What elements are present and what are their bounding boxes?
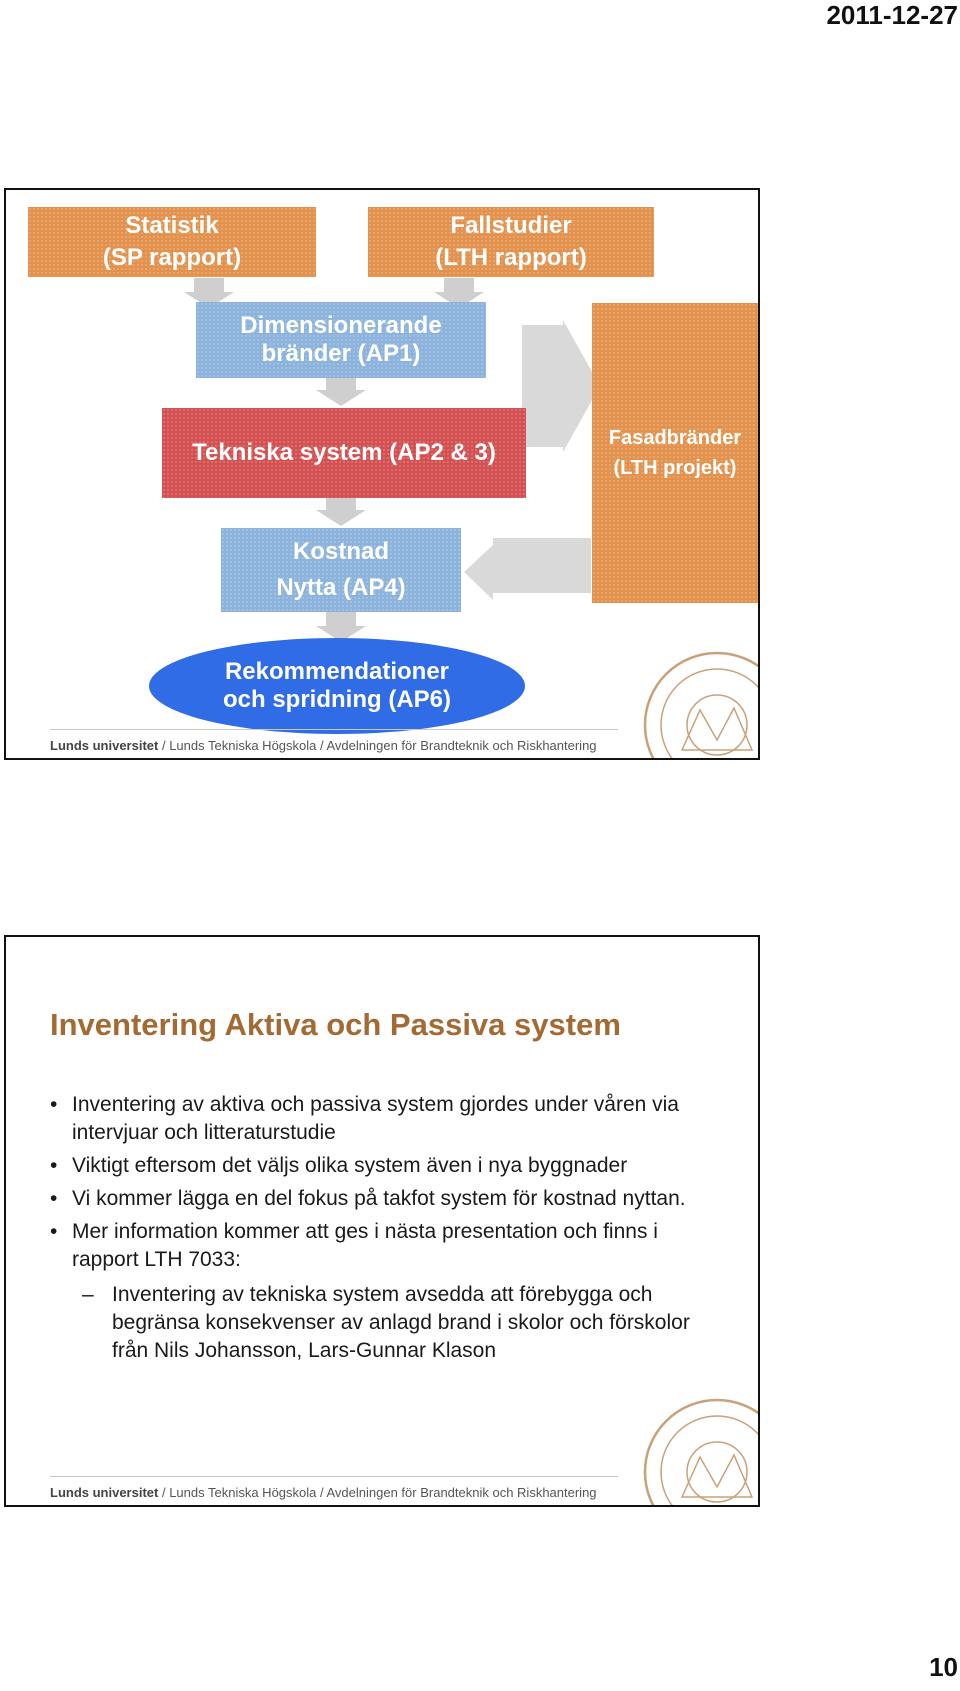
bullet-item: • Inventering av aktiva och passiva system gjordes under våren via intervjuar och litteraturstudie — [50, 1091, 700, 1147]
rekommendationer-line2: och spridning (AP6) — [223, 686, 451, 713]
page-date: 2011-12-27 — [826, 0, 958, 30]
fasad-box — [592, 303, 758, 603]
university-seal-icon — [642, 650, 760, 760]
slide-title: Inventering Aktiva och Passiva system — [50, 1007, 621, 1042]
rekommendationer-ellipse — [149, 638, 525, 734]
footer-path: / Lunds Tekniska Högskola / Avdelningen för Brandteknik och Riskhantering — [158, 738, 597, 753]
bullet-item: • Vi kommer lägga en del fokus på takfot system för kostnad nyttan. — [50, 1185, 700, 1213]
tekniska-box — [162, 408, 526, 498]
tekniska-line1: Tekniska system (AP2 & 3) — [192, 438, 496, 466]
arrow-tek-down — [316, 495, 366, 526]
statistik-line2: (SP rapport) — [102, 244, 242, 271]
dimensionerande-line1: Dimensionerande — [240, 312, 442, 340]
footer — [50, 1485, 597, 1500]
arrow-dim-down — [316, 376, 366, 406]
bullet-item: • Mer information kommer att ges i nästa presentation och finns i rapport LTH 7033: — [50, 1218, 700, 1274]
rekommendationer-line1: Rekommendationer — [224, 658, 450, 686]
fasad-line1: Fasadbränder — [608, 427, 742, 449]
fallstudier-line1: Fallstudier — [450, 211, 572, 239]
sub-bullet — [50, 1281, 700, 1365]
footer-rule — [50, 1476, 618, 1477]
arrow-right-big — [522, 320, 600, 452]
fasad-line2: (LTH projekt) — [613, 457, 737, 479]
arrow-left-big — [464, 538, 591, 600]
university-seal-icon — [642, 1397, 760, 1507]
kostnad-line2: Nytta (AP4) — [276, 574, 406, 601]
footer-rule — [50, 729, 618, 730]
statistik-box — [28, 207, 316, 277]
page-number: 10 — [929, 1652, 958, 1682]
fallstudier-line2: (LTH rapport) — [435, 244, 587, 271]
slide-diagram — [4, 188, 760, 760]
footer-institution: Lunds universitet — [50, 738, 159, 753]
footer-path: / Lunds Tekniska Högskola / Avdelningen för Brandteknik och Riskhantering — [158, 1485, 597, 1500]
footer — [50, 738, 597, 753]
dimensionerande-line2: bränder (AP1) — [261, 340, 421, 367]
bullet-item: • Viktigt eftersom det väljs olika system även i nya byggnader — [50, 1152, 700, 1180]
sub-bullet-dash: – — [82, 1283, 94, 1306]
bullet-list — [50, 1091, 700, 1365]
statistik-line1: Statistik — [125, 211, 219, 239]
kostnad-line1: Kostnad — [293, 538, 389, 565]
slide-inventering — [4, 935, 760, 1507]
dimensionerande-box — [196, 302, 486, 378]
sub-bullet-text: Inventering av tekniska system avsedda att förebygga och begränsa konsekvenser av anlagd brand i skolor och förskolor från Nils Johansson, Lars-Gunnar Klason — [112, 1283, 690, 1362]
kostnad-box — [221, 528, 461, 612]
footer-institution: Lunds universitet — [50, 1485, 159, 1500]
fallstudier-box — [368, 207, 654, 277]
